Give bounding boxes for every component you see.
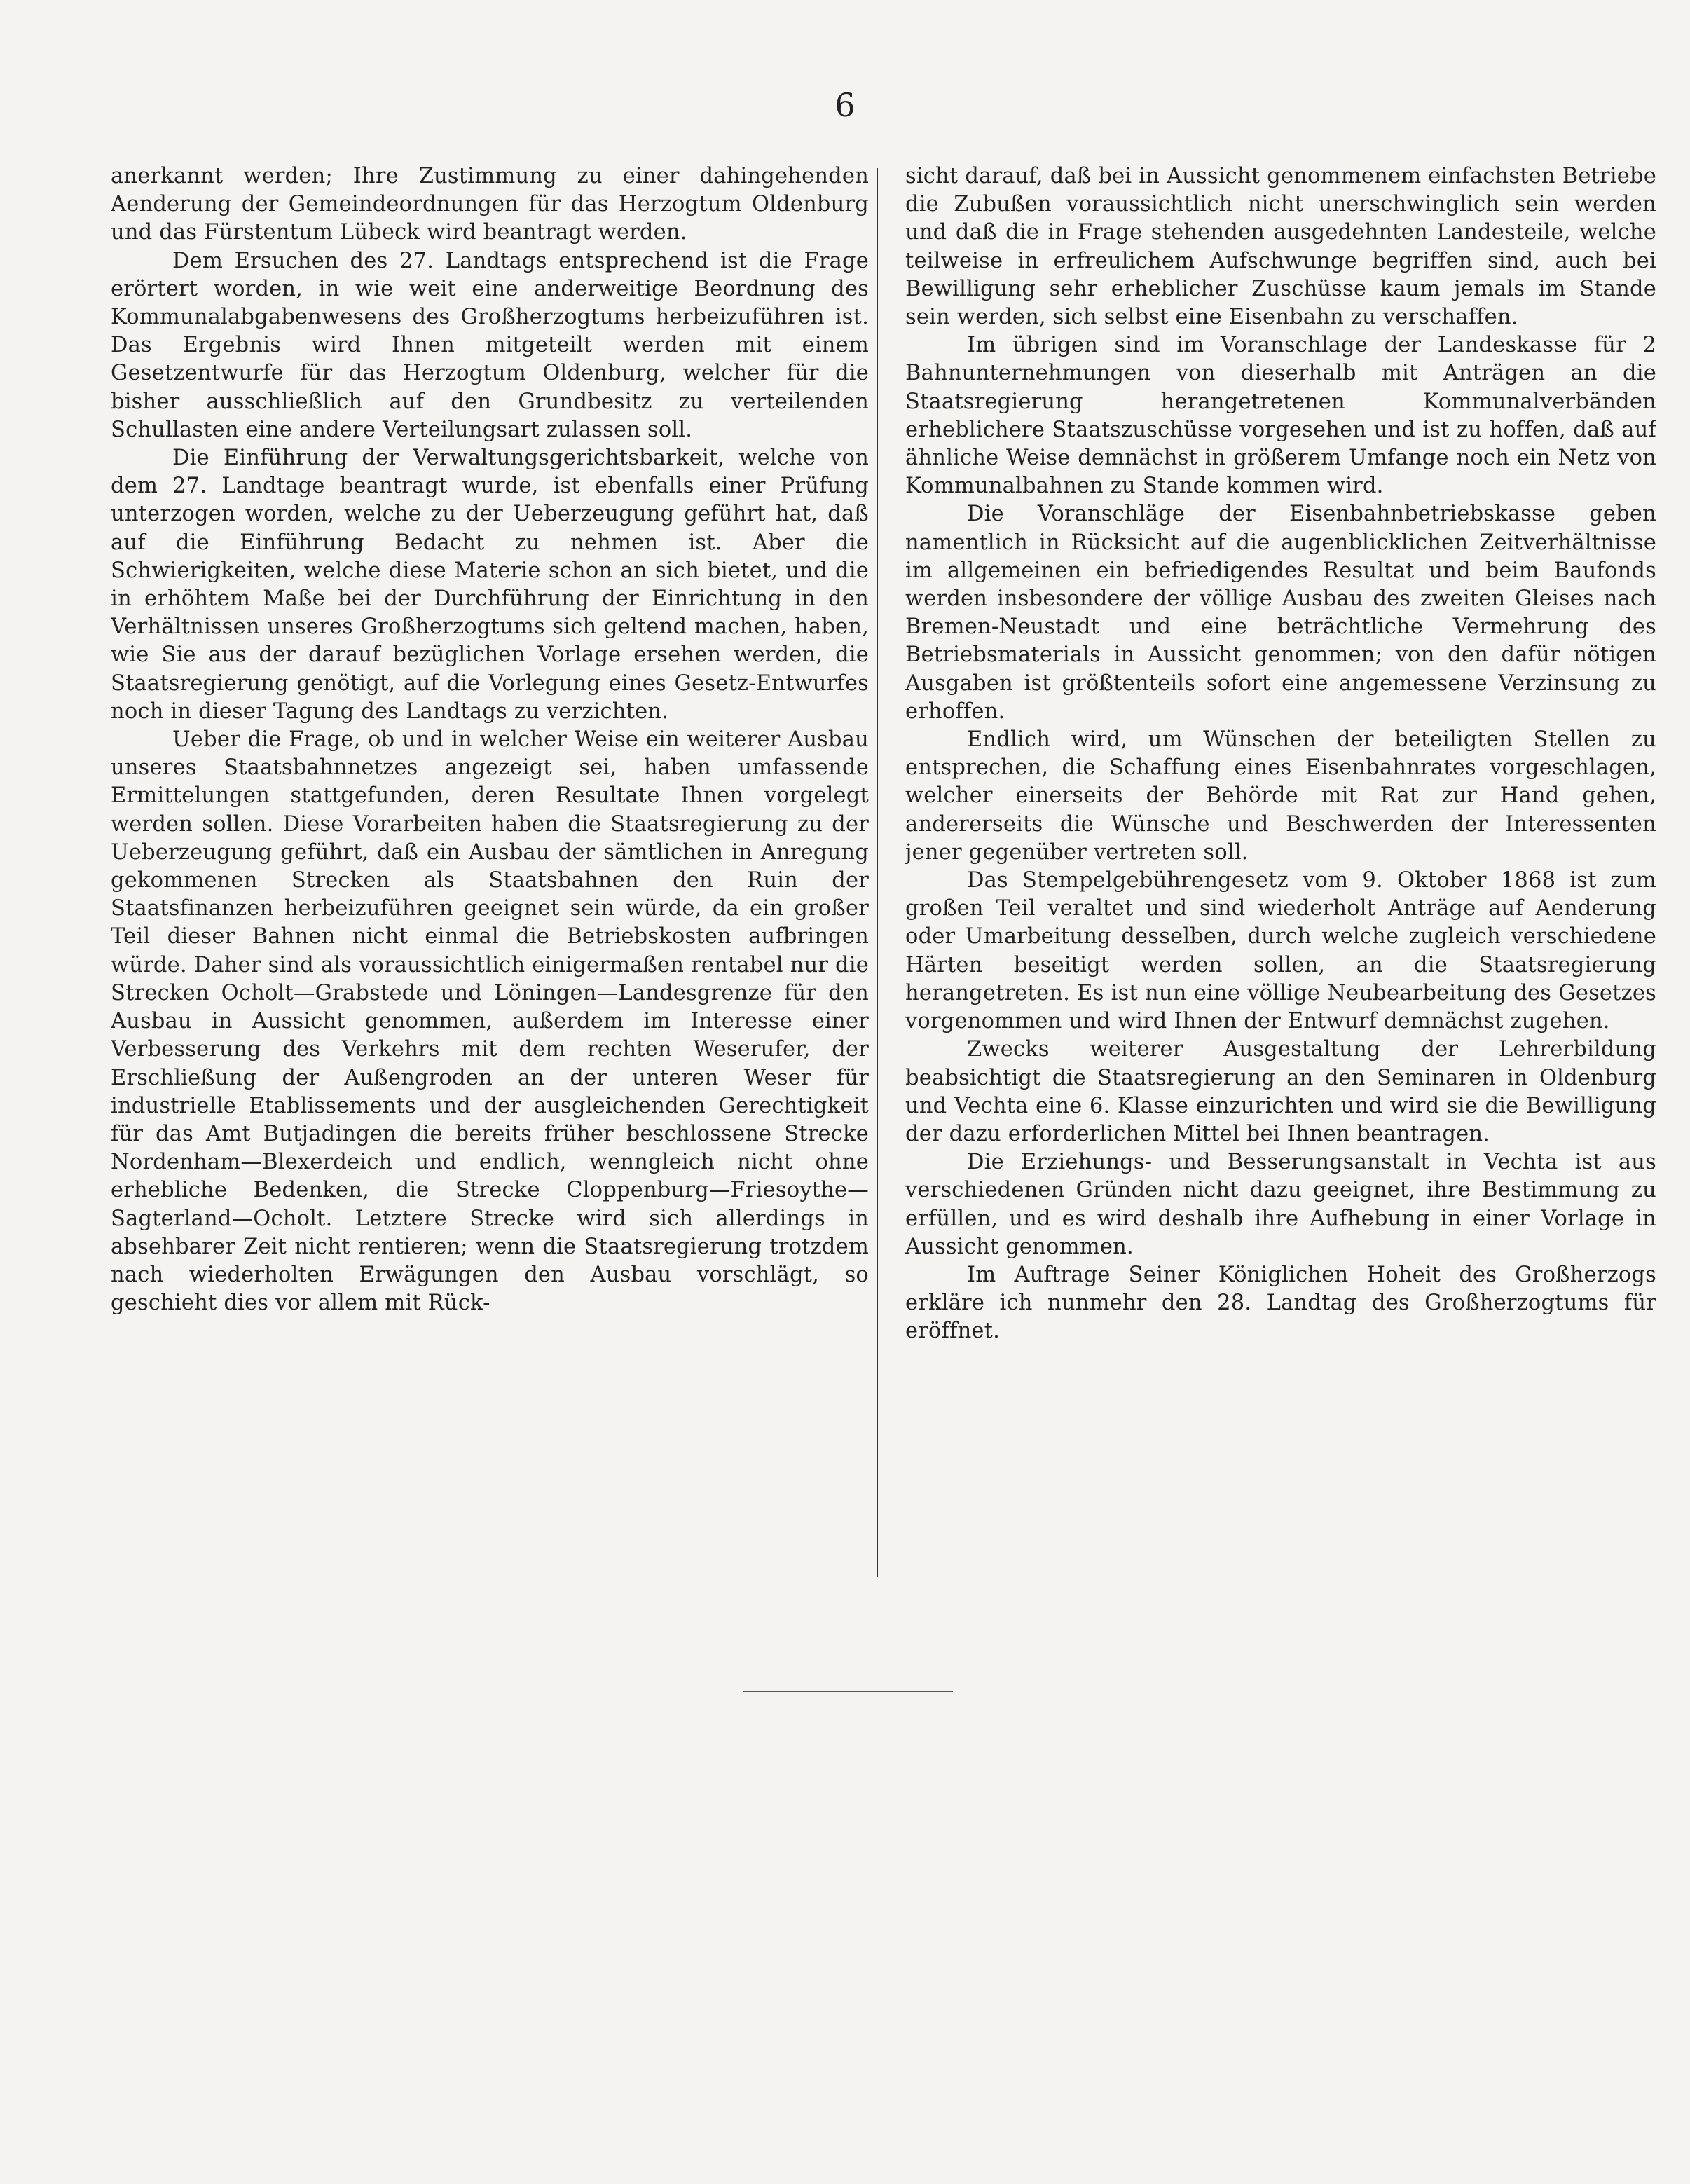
left-paragraph-2: Dem Ersuchen des 27. Landtags entsprechend ist die Frage erörtert worden, in wie weit eine anderweitige Beordnung des Kommunalabgabenwesens des Großherzogtums herbeizuführen ist. Das Ergebnis wird Ihnen mitgeteilt werden mit einem Gesetzentwurfe für das Herzogtum Oldenburg, welcher für die bisher ausschließlich auf den Grundbesitz zu verteilenden Schullasten eine andere Verteilungsart zulassen soll.	[111, 248, 869, 442]
right-paragraph-7: Die Erziehungs- und Besserungsanstalt in Vechta ist aus verschiedenen Gründen nicht dazu geeignet, ihre Bestimmung zu erfüllen, und es wird deshalb ihre Aufhebung in einer Vorlage in Aussicht genommen.	[905, 1150, 1656, 1259]
right-paragraph-3: Die Voranschläge der Eisenbahnbetriebskasse geben namentlich in Rücksicht auf die augenblicklichen Zeitverhältnisse im allgemeinen ein befriedigendes Resultat und beim Baufonds werden insbesondere der völlige Ausbau des zweiten Gleises nach Bremen-Neustadt und eine beträchtliche Vermehrung des Betriebsmaterials in Aussicht genommen; von den dafür nötigen Ausgaben ist größtenteils sofort eine angemessene Verzinsung zu erhoffen.	[905, 502, 1656, 724]
right-column	[905, 163, 1656, 1592]
left-paragraph-4: Ueber die Frage, ob und in welcher Weise ein weiterer Ausbau unseres Staatsbahnnetzes angezeigt sei, haben umfassende Ermittelungen stattgefunden, deren Resultate Ihnen vorgelegt werden sollen. Diese Vorarbeiten haben die Staatsregierung zu der Ueberzeugung geführt, daß ein Ausbau der sämtlichen in Anregung gekommenen Strecken als Staatsbahnen den Ruin der Staatsfinanzen herbeizuführen geeignet sein würde, da ein großer Teil dieser Bahnen nicht einmal die Betriebskosten aufbringen würde. Daher sind als voraussichtlich einigermaßen rentabel nur die Strecken Ocholt—Grabstede und Löningen—Landesgrenze für den Ausbau in Aussicht genommen, außerdem im Interesse einer Verbesserung des Verkehrs mit dem rechten Weserufer, der Erschließung der Außengroden an der unteren Weser für industrielle Etablissements und der ausgleichenden Gerechtigkeit für das Amt Butjadingen die bereits früher beschlossene Strecke Nordenham—Blexerdeich und endlich, wenngleich nicht ohne erhebliche Bedenken, die Strecke Cloppenburg—Friesoythe—Sagterland—Ocholt. Letztere Strecke wird sich allerdings in absehbarer Zeit nicht rentieren; wenn die Staatsregierung trotzdem nach wiederholten Erwägungen den Ausbau vorschlägt, so geschieht dies vor allem mit Rück-	[111, 727, 869, 1316]
column-divider	[877, 168, 878, 1577]
left-column	[111, 163, 869, 1592]
left-paragraph-1: anerkannt werden; Ihre Zustimmung zu einer dahingehenden Aenderung der Gemeindeordnungen für das Herzogtum Oldenburg und das Fürstentum Lübeck wird beantragt werden.	[111, 164, 869, 245]
page-number: 6	[834, 86, 856, 124]
right-paragraph-5: Das Stempelgebührengesetz vom 9. Oktober 1868 ist zum großen Teil veraltet und sind wiederholt Anträge auf Aenderung oder Umarbeitung desselben, durch welche zugleich verschiedene Härten beseitigt werden sollen, an die Staatsregierung herangetreten. Es ist nun eine völlige Neubearbeitung des Gesetzes vorgenommen und wird Ihnen der Entwurf demnächst zugehen.	[905, 868, 1656, 1034]
right-paragraph-4: Endlich wird, um Wünschen der beteiligten Stellen zu entsprechen, die Schaffung eines Eisenbahnrates vorgeschlagen, welcher einerseits der Behörde mit Rat zur Hand gehen, andererseits die Wünsche und Beschwerden der Interessenten jener gegenüber vertreten soll.	[905, 727, 1656, 865]
right-paragraph-1: sicht darauf, daß bei in Aussicht genommenem einfachsten Betriebe die Zubußen voraussichtlich nicht unerschwinglich sein werden und daß die in Frage stehenden ausgedehnten Landesteile, welche teilweise in erfreulichem Aufschwunge begriffen sind, auch bei Bewilligung sehr erheblicher Zuschüsse kaum jemals im Stande sein werden, sich selbst eine Eisenbahn zu verschaffen.	[905, 164, 1656, 330]
right-paragraph-6: Zwecks weiterer Ausgestaltung der Lehrerbildung beabsichtigt die Staatsregierung an den Seminaren in Oldenburg und Vechta eine 6. Klasse einzurichten und wird sie die Bewilligung der dazu erforderlichen Mittel bei Ihnen beantragen.	[905, 1037, 1656, 1146]
right-paragraph-8: Im Auftrage Seiner Königlichen Hoheit des Großherzogs erkläre ich nunmehr den 28. Landtag des Großherzogtums für eröffnet.	[905, 1262, 1656, 1344]
right-paragraph-2: Im übrigen sind im Voranschlage der Landeskasse für 2 Bahnunternehmungen von dieserhalb mit Anträgen an die Staatsregierung herangetretenen Kommunalverbänden erheblichere Staatszuschüsse vorgesehen und ist zu hoffen, daß auf ähnliche Weise demnächst in größerem Umfange noch ein Netz von Kommunalbahnen zu Stande kommen wird.	[905, 333, 1656, 499]
footer-rule	[743, 1691, 953, 1692]
left-paragraph-3: Die Einführung der Verwaltungsgerichtsbarkeit, welche von dem 27. Landtage beantragt wurde, ist ebenfalls einer Prüfung unterzogen worden, welche zu der Ueberzeugung geführt hat, daß auf die Einführung Bedacht zu nehmen ist. Aber die Schwierigkeiten, welche diese Materie schon an sich bietet, und die in erhöhtem Maße bei der Durchführung der Einrichtung in den Verhältnissen unseres Großherzogtums sich geltend machen, haben, wie Sie aus der darauf bezüglichen Vorlage ersehen werden, die Staatsregierung genötigt, auf die Vorlegung eines Gesetz-Entwurfes noch in dieser Tagung des Landtags zu verzichten.	[111, 446, 869, 724]
